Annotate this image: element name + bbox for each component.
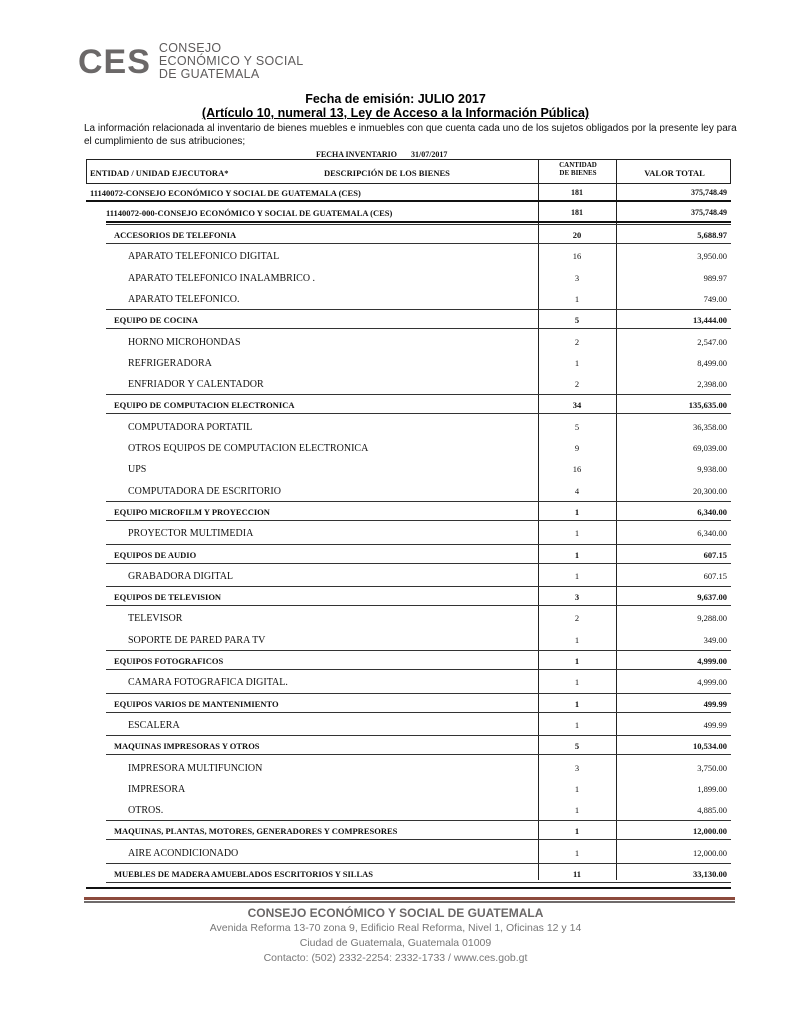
item-qty: 2 [574,379,580,390]
category-bottom-line [106,328,731,329]
footer-rule-top [84,897,735,900]
unit-value: 375,748.49 [691,208,727,217]
item-value: 3,750.00 [697,762,727,773]
footer-address: Avenida Reforma 13-70 zona 9, Edificio Real Reforma, Nivel 1, Oficinas 12 y 14 [209,922,582,934]
logo-line-1: CONSEJO [158,41,222,55]
category-value: 12,000.00 [693,826,727,837]
category-name: EQUIPOS DE TELEVISION [114,592,222,603]
item-value: 3,950.00 [697,251,727,262]
item-value: 20,300.00 [693,485,727,496]
category-value: 499.99 [703,698,727,709]
item-value: 36,358.00 [693,421,727,432]
item-name: COMPUTADORA DE ESCRITORIO [128,485,281,497]
category-bottom-line [106,839,731,840]
unit-qty: 181 [571,208,583,217]
category-qty: 1 [574,549,580,560]
category-value: 135,635.00 [688,400,727,411]
item-name: SOPORTE DE PARED PARA TV [128,634,266,646]
category-qty: 1 [574,506,580,517]
category-name: EQUIPOS DE AUDIO [114,549,197,560]
unit-name: 11140072-000-CONSEJO ECONÓMICO Y SOCIAL DE GUATEMALA (CES) [106,208,393,218]
item-name: COMPUTADORA PORTATIL [128,421,253,433]
logo-line-3: DE GUATEMALA [158,67,260,81]
category-value: 607.15 [703,549,727,560]
item-value: 4,885.00 [697,805,727,816]
category-value: 5,688.97 [697,230,727,240]
item-qty: 1 [574,293,580,304]
item-qty: 1 [574,805,580,816]
category-top-line [106,693,731,694]
table-bottom-border [86,887,731,889]
fecha-inventario [316,150,459,159]
logo-mark: CES [78,42,151,81]
category-qty: 1 [574,656,580,666]
item-value: 4,999.00 [697,677,727,688]
category-bottom-line [106,754,731,755]
fecha-label: FECHA INVENTARIO [316,150,397,159]
item-qty: 1 [574,357,580,368]
category-top-line [106,820,731,821]
item-name: IMPRESORA MULTIFUNCION [128,762,263,774]
item-qty: 1 [574,570,580,581]
category-qty: 1 [574,698,580,709]
footer-contact: Contacto: (502) 2332-2254: 2332-1733 / www.ces.gob.gt [263,952,528,964]
table-right-border [730,160,731,184]
col-cantidad-line2: DE BIENES [559,169,597,177]
item-qty: 16 [572,464,582,475]
item-qty: 1 [574,719,580,730]
item-value: 8,499.00 [697,357,727,368]
category-qty: 5 [574,315,580,326]
category-top-line [106,544,731,545]
category-name: MAQUINAS IMPRESORAS Y OTROS [114,741,260,752]
item-value: 989.97 [703,272,727,283]
category-qty: 20 [572,230,582,240]
item-name: APARATO TELEFONICO INALAMBRICO . [128,272,316,284]
item-value: 1,899.00 [697,783,727,794]
category-qty: 34 [572,400,582,411]
item-value: 349.00 [703,634,727,645]
category-qty: 5 [574,741,580,752]
category-top-line [106,501,731,502]
category-name: MUEBLES DE MADERA AMUEBLADOS ESCRITORIOS Y SILLAS [114,869,373,879]
category-bottom-line [106,563,731,564]
item-name: CAMARA FOTOGRAFICA DIGITAL. [128,677,288,689]
fecha-value: 31/07/2017 [410,150,448,159]
item-name: TELEVISOR [128,613,183,625]
item-name: APARATO TELEFONICO DIGITAL [128,251,280,263]
item-name: UPS [128,464,147,476]
item-name: APARATO TELEFONICO. [128,293,240,305]
entity-name: 11140072-CONSEJO ECONÓMICO Y SOCIAL DE GUATEMALA (CES) [90,188,361,198]
item-value: 749.00 [703,293,727,304]
item-name: AIRE ACONDICIONADO [128,847,239,859]
category-qty: 11 [572,869,582,879]
item-qty: 9 [574,443,580,453]
item-name: ENFRIADOR Y CALENTADOR [128,379,264,391]
footer-city: Ciudad de Guatemala, Guatemala 01009 [299,937,492,949]
item-value: 607.15 [703,570,727,581]
category-name: EQUIPO MICROFILM Y PROYECCION [114,506,270,517]
ces-logo [78,42,303,81]
item-value: 69,039.00 [693,443,727,453]
category-value: 6,340.00 [697,506,727,517]
item-qty: 4 [574,485,580,496]
category-name: EQUIPOS VARIOS DE MANTENIMIENTO [114,698,279,709]
item-qty: 3 [574,272,580,283]
logo-text [159,42,304,81]
category-bottom-line [106,413,731,414]
col-cantidad-line1: CANTIDAD [559,161,597,169]
category-name: MAQUINAS, PLANTAS, MOTORES, GENERADORES Y COMPRESORES [114,826,398,837]
col-cantidad [540,161,616,177]
item-value: 12,000.00 [693,847,727,858]
category-bottom-line [106,669,731,670]
item-qty: 3 [574,762,580,773]
table-header [86,160,731,184]
category-bottom-line [106,605,731,606]
intro-paragraph: La información relacionada al inventario de bienes muebles e inmuebles con que cuenta cada uno de los sujetos obligados por la presente ley para el cumplimiento de sus atribuciones; [84,123,737,147]
category-top-line [106,863,731,864]
item-name: HORNO MICROHONDAS [128,336,241,348]
category-value: 9,637.00 [697,592,727,603]
item-qty: 1 [574,528,580,539]
category-top-line [106,735,731,736]
entity-divider [86,200,731,202]
item-name: PROYECTOR MULTIMEDIA [128,528,254,540]
item-name: ESCALERA [128,719,180,731]
footer-rule-bottom [84,901,735,903]
item-qty: 2 [574,336,580,347]
entity-value: 375,748.49 [691,188,727,197]
item-name: OTROS. [128,805,164,817]
document-subtitle: (Artículo 10, numeral 13, Ley de Acceso a la Información Pública) [201,106,590,120]
item-value: 499.99 [703,719,727,730]
category-bottom-line [106,243,731,244]
category-name: EQUIPO DE COMPUTACION ELECTRONICA [114,400,295,411]
col-valor: VALOR TOTAL [644,168,705,178]
category-qty: 3 [574,592,580,603]
unit-divider [106,221,731,223]
item-qty: 1 [574,634,580,645]
category-name: ACCESORIOS DE TELEFONIA [114,230,237,240]
col-entidad: ENTIDAD / UNIDAD EJECUTORA* [90,168,229,178]
category-name: EQUIPO DE COCINA [114,315,199,326]
footer-org: CONSEJO ECONÓMICO Y SOCIAL DE GUATEMALA [247,906,544,920]
category-bottom-line [106,520,731,521]
item-qty: 5 [574,421,580,432]
item-qty: 2 [574,613,580,624]
category-name: EQUIPOS FOTOGRAFICOS [114,656,224,666]
logo-line-2: ECONÓMICO Y SOCIAL [158,54,304,68]
item-value: 2,547.00 [697,336,727,347]
item-qty: 1 [574,847,580,858]
item-value: 9,938.00 [697,464,727,475]
item-qty: 1 [574,677,580,688]
item-value: 2,398.00 [697,379,727,390]
table-left-border [86,160,87,184]
category-top-line [106,394,731,395]
category-top-line [106,309,731,310]
category-bottom-line [106,882,731,883]
col-descripcion: DESCRIPCIÓN DE LOS BIENES [324,168,450,178]
category-top-line [106,224,731,225]
category-value: 33,130.00 [693,869,727,879]
category-value: 4,999.00 [697,656,727,666]
item-name: IMPRESORA [128,783,186,795]
document-title: Fecha de emisión: JULIO 2017 [305,92,486,106]
item-name: REFRIGERADORA [128,357,212,369]
item-name: GRABADORA DIGITAL [128,570,234,582]
category-qty: 1 [574,826,580,837]
category-value: 13,444.00 [693,315,727,326]
item-value: 6,340.00 [697,528,727,539]
category-top-line [106,586,731,587]
item-qty: 16 [572,251,582,262]
item-qty: 1 [574,783,580,794]
category-value: 10,534.00 [693,741,727,752]
item-name: OTROS EQUIPOS DE COMPUTACION ELECTRONICA [128,443,369,454]
category-bottom-line [106,712,731,713]
category-top-line [106,650,731,651]
item-value: 9,288.00 [697,613,727,624]
entity-qty: 181 [571,188,583,197]
